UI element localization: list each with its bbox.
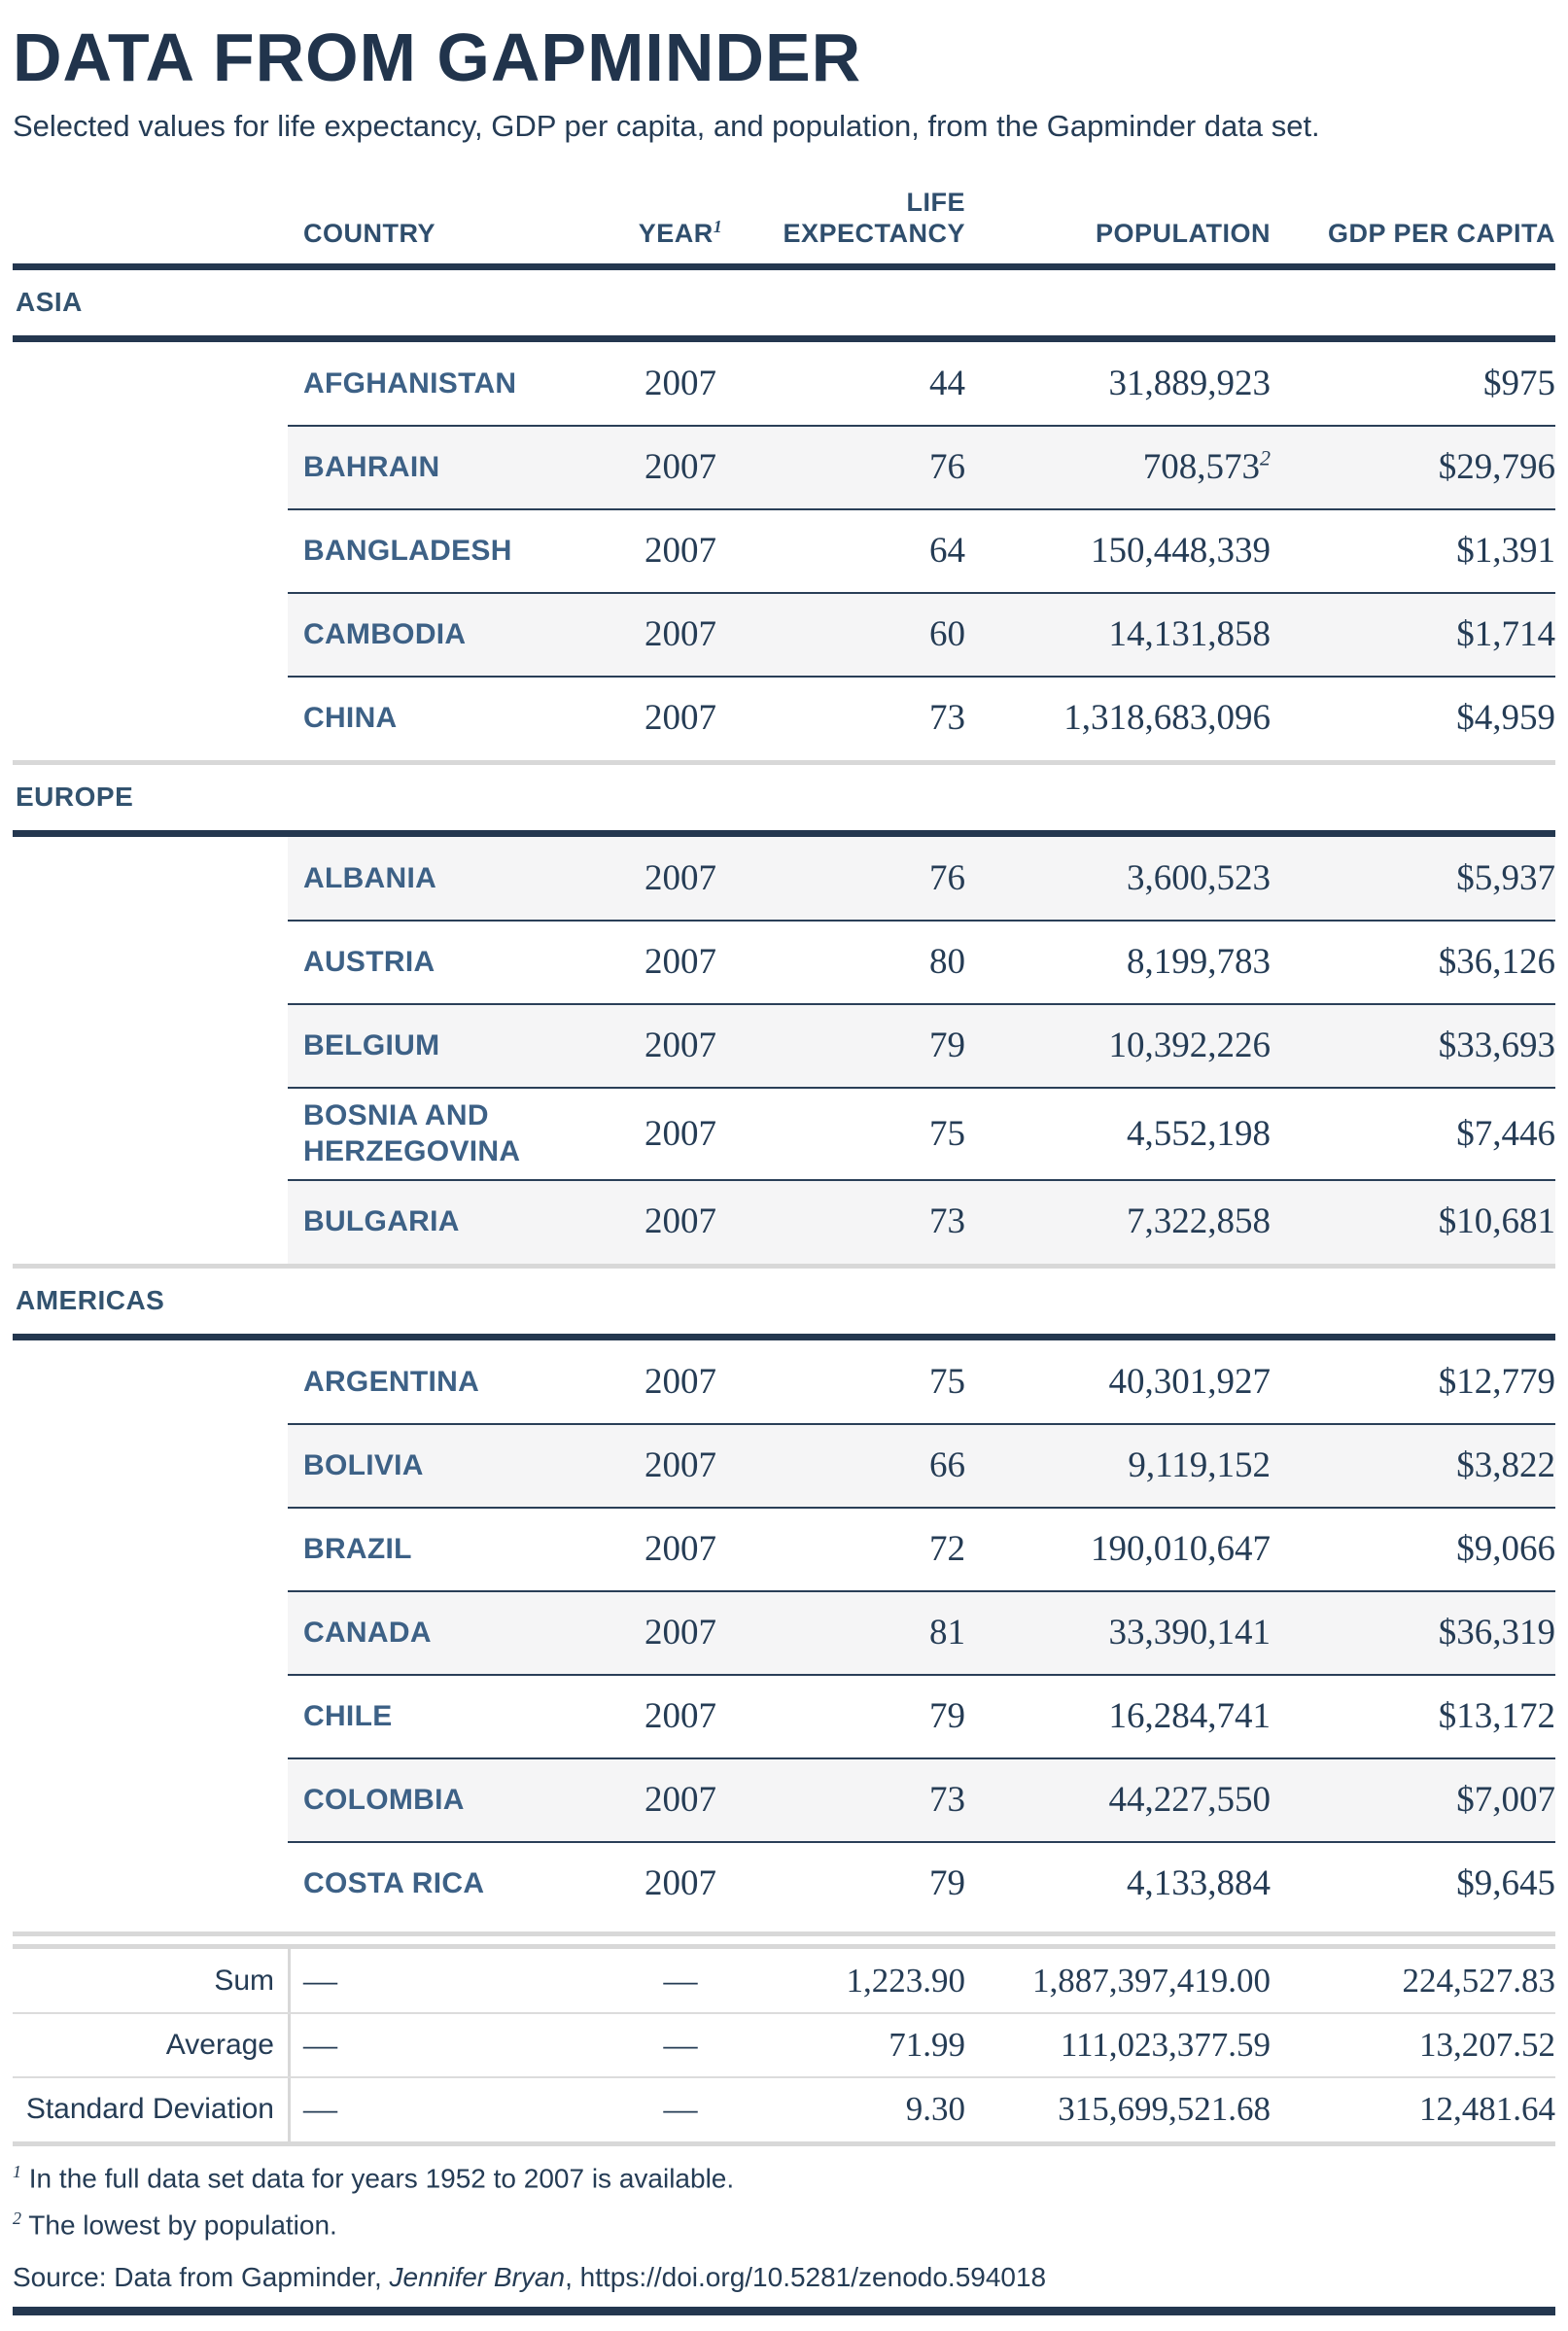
summary-row — [13, 1949, 1555, 2013]
bottom-bar — [13, 2307, 1555, 2315]
year-cell: 2007 — [645, 531, 716, 572]
summary-label-cell: Sum — [214, 1964, 274, 1997]
year-cell: — — [663, 1961, 698, 2000]
source-prefix: Source: Data from Gapminder, — [13, 2262, 390, 2293]
life-expectancy-cell: 1,223.90 — [846, 1961, 965, 2000]
table-row — [13, 1591, 1555, 1675]
life-expectancy-cell: 75 — [929, 1113, 965, 1154]
country-cell: — — [303, 2025, 337, 2064]
gdp-cell: $9,645 — [1456, 1863, 1555, 1904]
country-cell: BRAZIL — [303, 1532, 412, 1565]
table-row — [13, 1675, 1555, 1758]
gdp-cell: $7,446 — [1456, 1113, 1555, 1154]
table-row — [13, 1340, 1555, 1424]
table-row — [13, 1424, 1555, 1508]
table-row — [13, 1842, 1555, 1926]
year-cell: 2007 — [645, 1201, 716, 1242]
country-cell: — — [303, 2089, 337, 2128]
year-cell: 2007 — [645, 942, 716, 983]
country-cell: CHILE — [303, 1699, 393, 1732]
summary-row — [13, 2013, 1555, 2077]
table-row — [13, 426, 1555, 509]
column-header-country: COUNTRY — [303, 218, 436, 248]
population-cell: 44,227,550 — [1108, 1780, 1271, 1821]
gdp-cell: $9,066 — [1456, 1529, 1555, 1570]
summary-row — [13, 2077, 1555, 2141]
population-cell: 10,392,226 — [1108, 1026, 1271, 1066]
gdp-cell: $1,391 — [1456, 531, 1555, 572]
country-cell: CANADA — [303, 1616, 432, 1649]
footnote-marker: 2 — [13, 2208, 21, 2228]
summary-bottom-rule — [13, 2141, 1555, 2146]
life-expectancy-cell: 71.99 — [889, 2025, 965, 2064]
life-expectancy-cell: 79 — [929, 1026, 965, 1066]
column-header-life-expectancy — [734, 188, 977, 250]
table-row — [13, 342, 1555, 426]
country-cell: ARGENTINA — [303, 1365, 480, 1398]
life-line2: EXPECTANCY — [783, 218, 965, 248]
page-title: DATA FROM GAPMINDER — [13, 19, 862, 95]
life-expectancy-cell: 60 — [929, 614, 965, 655]
source-line — [13, 2262, 1555, 2293]
population-cell: 190,010,647 — [1091, 1529, 1271, 1570]
life-expectancy-cell: 66 — [929, 1445, 965, 1486]
page-subtitle: Selected values for life expectancy, GDP per capita, and population, from the Gapminder data set. — [13, 109, 1320, 144]
data-table — [13, 166, 1555, 2146]
section-label: AMERICAS — [16, 1285, 165, 1316]
footnote-text: In the full data set data for years 1952 to 2007 is available. — [28, 2162, 735, 2193]
gdp-cell: $3,822 — [1456, 1445, 1555, 1486]
population-cell: 111,023,377.59 — [1060, 2025, 1271, 2064]
gdp-cell: 13,207.52 — [1419, 2025, 1555, 2064]
life-expectancy-cell: 79 — [929, 1696, 965, 1737]
source-suffix: , https://doi.org/10.5281/zenodo.594018 — [565, 2262, 1047, 2293]
life-expectancy-cell: 9.30 — [905, 2089, 965, 2128]
footnote-marker: 1 — [13, 2161, 21, 2181]
population-cell: 7,322,858 — [1127, 1201, 1271, 1242]
year-cell: 2007 — [645, 1696, 716, 1737]
summary-label-cell: Standard Deviation — [25, 2092, 274, 2125]
population-cell: 14,131,858 — [1108, 614, 1271, 655]
population-cell: 315,699,521.68 — [1058, 2089, 1271, 2128]
table-row — [13, 1088, 1555, 1180]
population-cell: 4,133,884 — [1127, 1863, 1271, 1904]
summary-body — [13, 1949, 1555, 2141]
life-expectancy-cell: 73 — [929, 698, 965, 739]
life-line1: LIFE — [906, 187, 965, 217]
year-cell: 2007 — [645, 1613, 716, 1653]
gdp-cell: $975 — [1483, 364, 1555, 404]
page — [13, 0, 1555, 2315]
section-label: ASIA — [16, 287, 83, 318]
footnote-marker: 2 — [1260, 445, 1271, 470]
year-cell: 2007 — [645, 1026, 716, 1066]
gdp-cell: $4,959 — [1456, 698, 1555, 739]
gdp-cell: $33,693 — [1438, 1026, 1555, 1066]
column-header-population: POPULATION — [1096, 218, 1271, 248]
year-cell: 2007 — [645, 1863, 716, 1904]
column-header-year — [627, 216, 734, 250]
table-row — [13, 1758, 1555, 1842]
country-cell: BULGARIA — [303, 1204, 460, 1237]
gdp-cell: $29,796 — [1438, 447, 1555, 488]
year-cell: 2007 — [645, 858, 716, 899]
life-expectancy-cell: 44 — [929, 364, 965, 404]
life-expectancy-cell: 64 — [929, 531, 965, 572]
population-cell: 16,284,741 — [1108, 1696, 1271, 1737]
population-cell: 8,199,783 — [1127, 942, 1271, 983]
gdp-cell: 224,527.83 — [1402, 1961, 1555, 2000]
country-cell: BOSNIA AND HERZEGOVINA — [303, 1098, 521, 1168]
section-header-asia — [13, 270, 1555, 335]
country-cell: BANGLADESH — [303, 534, 512, 567]
life-expectancy-cell: 73 — [929, 1201, 965, 1242]
life-expectancy-cell: 81 — [929, 1613, 965, 1653]
year-cell: 2007 — [645, 1780, 716, 1821]
population-cell: 31,889,923 — [1108, 364, 1271, 404]
gdp-cell: $36,126 — [1438, 942, 1555, 983]
year-cell: 2007 — [645, 1113, 716, 1154]
table-body — [13, 270, 1555, 1926]
gdp-cell: $12,779 — [1438, 1362, 1555, 1403]
population-cell: 9,119,152 — [1128, 1445, 1271, 1486]
gdp-cell: 12,481.64 — [1419, 2089, 1555, 2128]
year-cell: 2007 — [645, 698, 716, 739]
country-cell: BAHRAIN — [303, 450, 440, 483]
population-cell: 708,573$^2$ — [1142, 445, 1271, 488]
section-label: EUROPE — [16, 782, 134, 813]
summary-label-cell: Average — [165, 2028, 274, 2061]
population-cell: 150,448,339 — [1091, 531, 1271, 572]
gdp-cell: $7,007 — [1456, 1780, 1555, 1821]
country-cell: AFGHANISTAN — [303, 366, 517, 400]
footnote — [13, 2209, 1555, 2242]
footnote-marker: 1 — [713, 216, 723, 236]
life-expectancy-cell: 76 — [929, 858, 965, 899]
column-header-gdp: GDP PER CAPITA — [1327, 218, 1555, 248]
year-cell: 2007 — [645, 614, 716, 655]
gdp-cell: $1,714 — [1456, 614, 1555, 655]
source-author: Jennifer Bryan — [389, 2262, 566, 2293]
life-expectancy-cell: 72 — [929, 1529, 965, 1570]
table-row — [13, 509, 1555, 593]
year-cell: 2007 — [645, 447, 716, 488]
country-cell: BOLIVIA — [303, 1448, 424, 1481]
gdp-cell: $5,937 — [1456, 858, 1555, 899]
country-cell: ALBANIA — [303, 861, 437, 894]
population-cell: 4,552,198 — [1127, 1113, 1271, 1154]
section-header-rule — [13, 830, 1555, 837]
country-cell: CHINA — [303, 701, 398, 734]
table-header-row — [13, 166, 1555, 263]
section-header-rule — [13, 335, 1555, 342]
section-header-europe — [13, 765, 1555, 830]
footnotes — [13, 2162, 1555, 2242]
table-row — [13, 593, 1555, 677]
gdp-cell: $36,319 — [1438, 1613, 1555, 1653]
life-expectancy-cell: 76 — [929, 447, 965, 488]
section-header-rule — [13, 1334, 1555, 1340]
column-header-year-label: YEAR — [638, 218, 714, 248]
life-expectancy-cell: 79 — [929, 1863, 965, 1904]
table-row — [13, 921, 1555, 1004]
year-cell: 2007 — [645, 1445, 716, 1486]
population-cell: 3,600,523 — [1127, 858, 1271, 899]
header-rule — [13, 263, 1555, 270]
life-expectancy-cell: 80 — [929, 942, 965, 983]
country-cell: COLOMBIA — [303, 1783, 465, 1816]
footnote-text: The lowest by population. — [28, 2209, 337, 2240]
year-cell: — — [663, 2089, 698, 2128]
population-cell: 33,390,141 — [1108, 1613, 1271, 1653]
country-cell: AUSTRIA — [303, 945, 436, 978]
country-cell: CAMBODIA — [303, 617, 467, 650]
country-cell: BELGIUM — [303, 1028, 440, 1061]
table-row — [13, 1508, 1555, 1591]
country-cell: COSTA RICA — [303, 1866, 485, 1899]
table-row — [13, 837, 1555, 921]
population-cell: 40,301,927 — [1108, 1362, 1271, 1403]
footnote — [13, 2162, 1555, 2195]
spacer — [13, 1936, 1555, 1944]
population-cell: 1,318,683,096 — [1063, 698, 1271, 739]
life-expectancy-cell: 73 — [929, 1780, 965, 1821]
year-cell: 2007 — [645, 364, 716, 404]
table-row — [13, 1180, 1555, 1264]
year-cell: — — [663, 2025, 698, 2064]
table-row — [13, 677, 1555, 760]
table-row — [13, 1004, 1555, 1088]
year-cell: 2007 — [645, 1362, 716, 1403]
section-header-americas — [13, 1269, 1555, 1334]
population-cell: 1,887,397,419.00 — [1032, 1961, 1271, 2000]
gdp-cell: $10,681 — [1438, 1201, 1555, 1242]
year-cell: 2007 — [645, 1529, 716, 1570]
country-cell: — — [303, 1961, 337, 2000]
gdp-cell: $13,172 — [1438, 1696, 1555, 1737]
life-expectancy-cell: 75 — [929, 1362, 965, 1403]
